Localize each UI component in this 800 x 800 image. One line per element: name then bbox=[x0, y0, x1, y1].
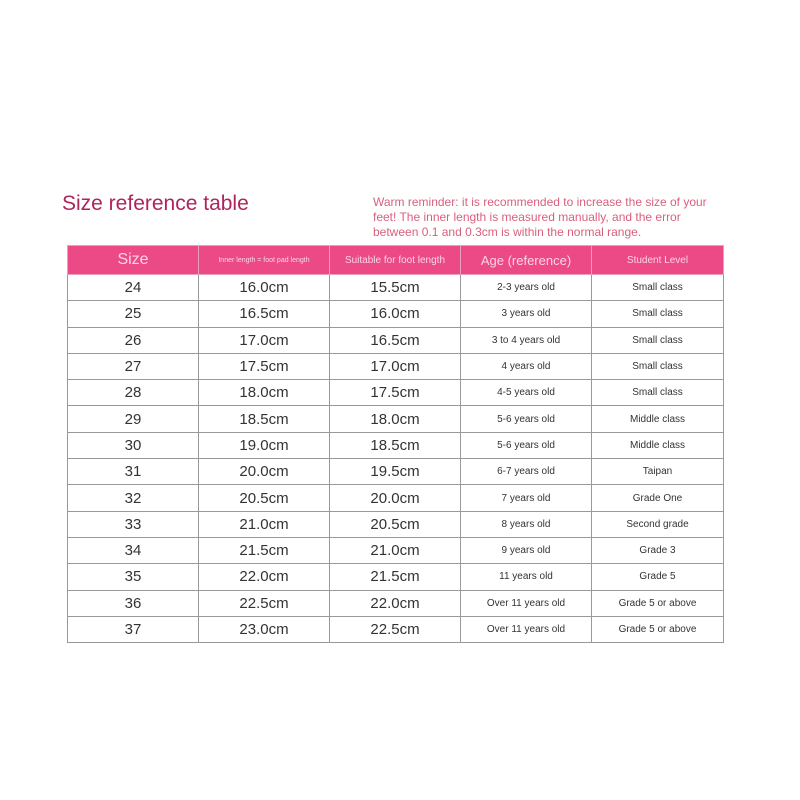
size-table bbox=[67, 245, 724, 643]
header-student-level: Student Level bbox=[592, 246, 724, 275]
inner-length-cell: 22.5cm bbox=[199, 590, 330, 616]
foot-length-cell: 16.0cm bbox=[330, 301, 461, 327]
age-cell: 8 years old bbox=[461, 511, 592, 537]
age-cell: 5-6 years old bbox=[461, 432, 592, 458]
table-row bbox=[68, 590, 724, 616]
table-row bbox=[68, 485, 724, 511]
student-level-cell: Small class bbox=[592, 301, 724, 327]
size-cell: 27 bbox=[68, 353, 199, 379]
size-cell: 32 bbox=[68, 485, 199, 511]
foot-length-cell: 21.5cm bbox=[330, 564, 461, 590]
inner-length-cell: 23.0cm bbox=[199, 616, 330, 642]
student-level-cell: Small class bbox=[592, 275, 724, 301]
page-title: Size reference table bbox=[62, 192, 249, 215]
student-level-cell: Small class bbox=[592, 327, 724, 353]
table-row bbox=[68, 616, 724, 642]
size-cell: 35 bbox=[68, 564, 199, 590]
inner-length-cell: 18.5cm bbox=[199, 406, 330, 432]
foot-length-cell: 20.0cm bbox=[330, 485, 461, 511]
table-row bbox=[68, 327, 724, 353]
header-age: Age (reference) bbox=[461, 246, 592, 275]
inner-length-cell: 20.0cm bbox=[199, 459, 330, 485]
foot-length-cell: 18.0cm bbox=[330, 406, 461, 432]
table-row bbox=[68, 406, 724, 432]
table-row bbox=[68, 275, 724, 301]
table-row bbox=[68, 301, 724, 327]
student-level-cell: Second grade bbox=[592, 511, 724, 537]
size-cell: 34 bbox=[68, 537, 199, 563]
inner-length-cell: 21.0cm bbox=[199, 511, 330, 537]
foot-length-cell: 17.5cm bbox=[330, 380, 461, 406]
size-cell: 37 bbox=[68, 616, 199, 642]
foot-length-cell: 22.5cm bbox=[330, 616, 461, 642]
foot-length-cell: 18.5cm bbox=[330, 432, 461, 458]
age-cell: 11 years old bbox=[461, 564, 592, 590]
inner-length-cell: 22.0cm bbox=[199, 564, 330, 590]
size-cell: 24 bbox=[68, 275, 199, 301]
size-cell: 28 bbox=[68, 380, 199, 406]
header-foot-length: Suitable for foot length bbox=[330, 246, 461, 275]
inner-length-cell: 21.5cm bbox=[199, 537, 330, 563]
table-row bbox=[68, 511, 724, 537]
size-cell: 30 bbox=[68, 432, 199, 458]
table-row bbox=[68, 432, 724, 458]
size-cell: 25 bbox=[68, 301, 199, 327]
inner-length-cell: 16.0cm bbox=[199, 275, 330, 301]
age-cell: 6-7 years old bbox=[461, 459, 592, 485]
age-cell: Over 11 years old bbox=[461, 616, 592, 642]
age-cell: 4-5 years old bbox=[461, 380, 592, 406]
foot-length-cell: 21.0cm bbox=[330, 537, 461, 563]
student-level-cell: Grade One bbox=[592, 485, 724, 511]
age-cell: 3 to 4 years old bbox=[461, 327, 592, 353]
age-cell: 2-3 years old bbox=[461, 275, 592, 301]
student-level-cell: Middle class bbox=[592, 406, 724, 432]
table-row bbox=[68, 459, 724, 485]
age-cell: 9 years old bbox=[461, 537, 592, 563]
size-cell: 36 bbox=[68, 590, 199, 616]
student-level-cell: Grade 5 bbox=[592, 564, 724, 590]
foot-length-cell: 22.0cm bbox=[330, 590, 461, 616]
age-cell: 5-6 years old bbox=[461, 406, 592, 432]
inner-length-cell: 20.5cm bbox=[199, 485, 330, 511]
size-cell: 33 bbox=[68, 511, 199, 537]
foot-length-cell: 20.5cm bbox=[330, 511, 461, 537]
inner-length-cell: 18.0cm bbox=[199, 380, 330, 406]
foot-length-cell: 17.0cm bbox=[330, 353, 461, 379]
student-level-cell: Grade 5 or above bbox=[592, 590, 724, 616]
size-cell: 26 bbox=[68, 327, 199, 353]
student-level-cell: Middle class bbox=[592, 432, 724, 458]
foot-length-cell: 15.5cm bbox=[330, 275, 461, 301]
inner-length-cell: 16.5cm bbox=[199, 301, 330, 327]
age-cell: 3 years old bbox=[461, 301, 592, 327]
foot-length-cell: 19.5cm bbox=[330, 459, 461, 485]
inner-length-cell: 17.5cm bbox=[199, 353, 330, 379]
table-row bbox=[68, 564, 724, 590]
student-level-cell: Small class bbox=[592, 353, 724, 379]
size-cell: 29 bbox=[68, 406, 199, 432]
table-row bbox=[68, 353, 724, 379]
header-inner-length: Inner length = foot pad length bbox=[199, 246, 330, 275]
inner-length-cell: 19.0cm bbox=[199, 432, 330, 458]
table-header-row bbox=[68, 246, 724, 275]
size-cell: 31 bbox=[68, 459, 199, 485]
age-cell: 7 years old bbox=[461, 485, 592, 511]
foot-length-cell: 16.5cm bbox=[330, 327, 461, 353]
table-row bbox=[68, 380, 724, 406]
header-size: Size bbox=[68, 246, 199, 275]
student-level-cell: Taipan bbox=[592, 459, 724, 485]
age-cell: Over 11 years old bbox=[461, 590, 592, 616]
student-level-cell: Grade 5 or above bbox=[592, 616, 724, 642]
warm-reminder: Warm reminder: it is recommended to increase the size of your feet! The inner length is measured manually, and the error between 0.1 and 0.3cm is within the normal range. bbox=[373, 195, 707, 239]
age-cell: 4 years old bbox=[461, 353, 592, 379]
student-level-cell: Small class bbox=[592, 380, 724, 406]
student-level-cell: Grade 3 bbox=[592, 537, 724, 563]
inner-length-cell: 17.0cm bbox=[199, 327, 330, 353]
table-row bbox=[68, 537, 724, 563]
